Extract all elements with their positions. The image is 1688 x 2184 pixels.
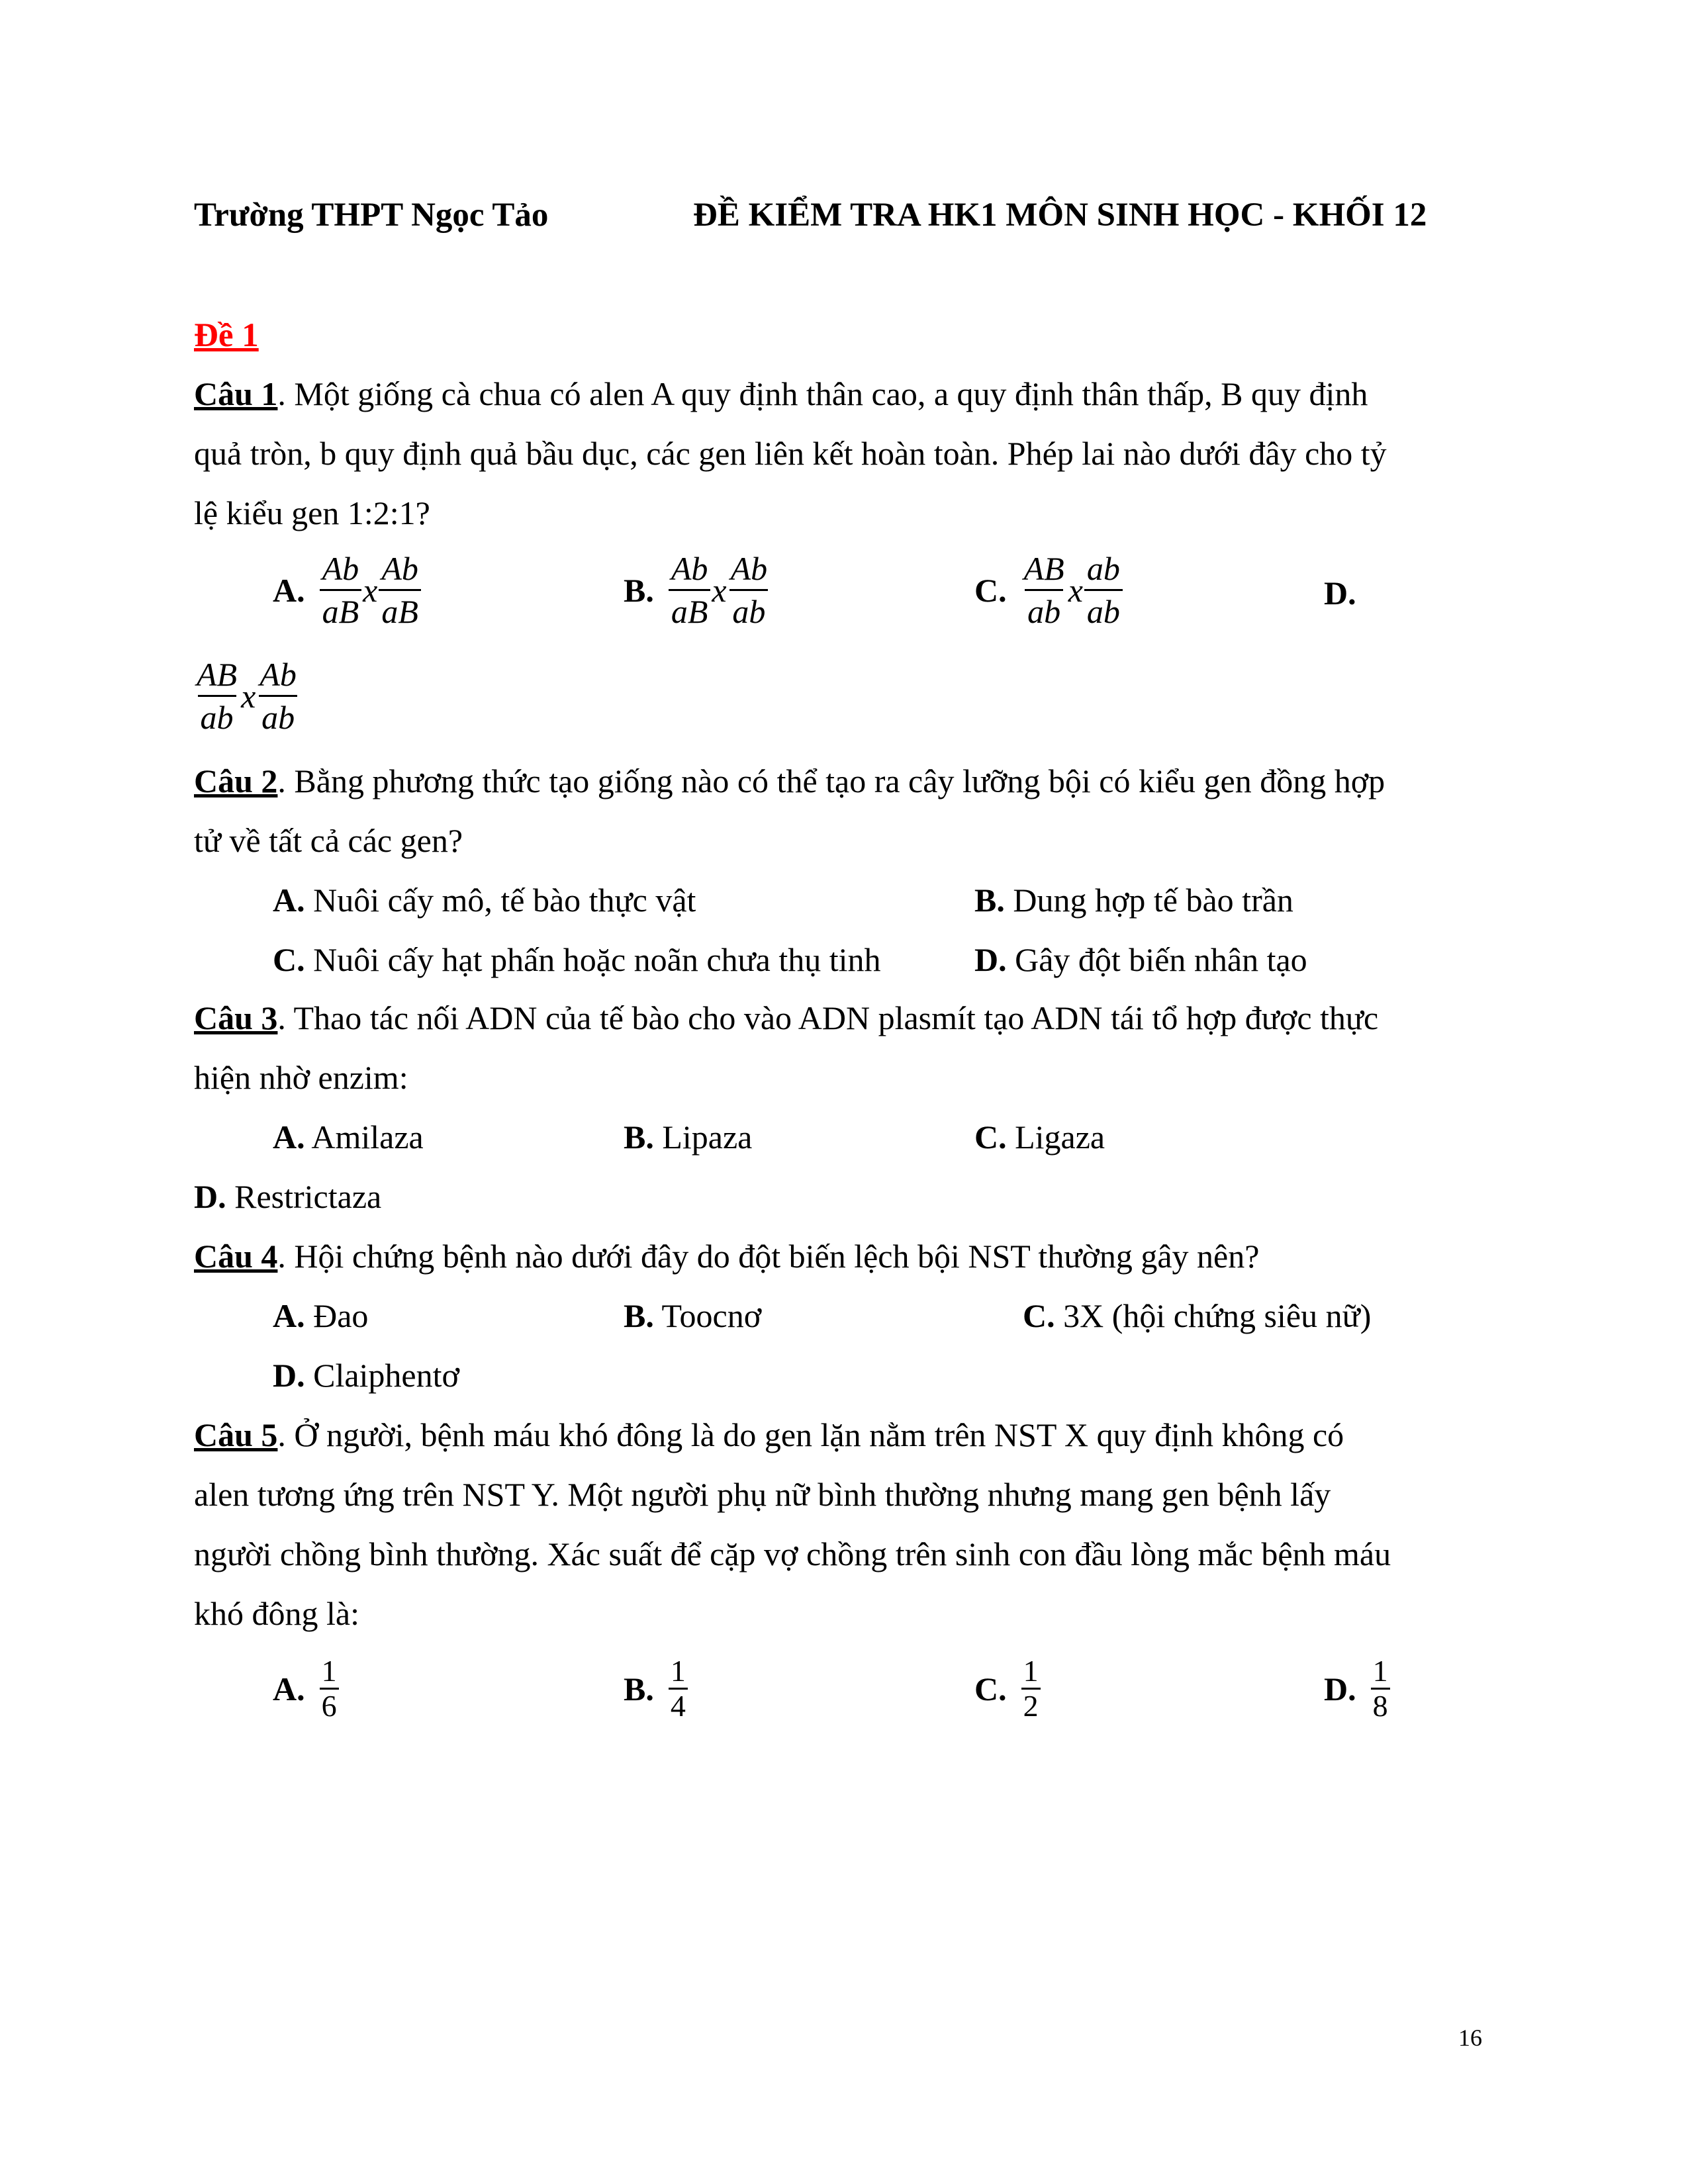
question-1-line-1: Câu 1. Một giống cà chua có alen A quy định thân cao, a quy định thân thấp, B quy định [194, 375, 1368, 412]
question-3-option-c[interactable]: C. Ligaza [974, 1118, 1105, 1156]
genotype-fraction: $\frac{Ab}{aB}$ [669, 548, 711, 632]
question-1-option-b[interactable]: B. $\frac{Ab}{aB}$ x $\frac{Ab}{ab}$ [624, 548, 770, 632]
genotype-fraction: $\frac{ab}{ab}$ [1084, 548, 1123, 632]
question-2-option-d[interactable]: D. Gây đột biến nhân tạo [974, 941, 1307, 978]
question-label: Câu 2 [194, 762, 278, 799]
genotype-fraction: $\frac{AB}{ab}$ [194, 654, 240, 738]
fraction: 1 4 [669, 1655, 688, 1723]
question-5-line-1: Câu 5. Ở người, bệnh máu khó đông là do gen lặn nằm trên NST X quy định không có [194, 1416, 1344, 1453]
question-3-line-2: hiện nhờ enzim: [194, 1059, 408, 1096]
question-1-option-d[interactable]: $\frac{AB}{ab}$ x $\frac{Ab}{ab}$ [194, 654, 299, 738]
question-label: Câu 5 [194, 1416, 278, 1453]
question-2-option-a[interactable]: A. Nuôi cấy mô, tế bào thực vật [273, 882, 696, 919]
question-label: Câu 4 [194, 1238, 278, 1275]
genotype-fraction: $\frac{AB}{ab}$ [1021, 548, 1067, 632]
question-4-option-a[interactable]: A. Đao [273, 1297, 369, 1334]
question-1-line-3: lệ kiểu gen 1:2:1? [194, 494, 430, 531]
question-label: Câu 1 [194, 375, 278, 412]
question-1-option-a[interactable]: A. $\frac{Ab}{aB}$ x $\frac{Ab}{aB}$ [273, 548, 421, 632]
question-2-option-c[interactable]: C. Nuôi cấy hạt phấn hoặc noãn chưa thụ tinh [273, 941, 881, 978]
genotype-fraction: $\frac{Ab}{aB}$ [379, 548, 421, 632]
question-5-line-2: alen tương ứng trên NST Y. Một người phụ nữ bình thường nhưng mang gen bệnh lấy [194, 1476, 1331, 1513]
question-3-line-1: Câu 3. Thao tác nối ADN của tế bào cho vào ADN plasmít tạo ADN tái tổ hợp được thực [194, 999, 1379, 1036]
question-2-line-1: Câu 2. Bằng phương thức tạo giống nào có thể tạo ra cây lưỡng bội có kiểu gen đồng hợp [194, 762, 1385, 799]
question-1-line-2: quả tròn, b quy định quả bầu dục, các gen liên kết hoàn toàn. Phép lai nào dưới đây cho tỷ [194, 435, 1387, 472]
question-5-option-c[interactable]: C. 1 2 [974, 1655, 1041, 1723]
question-4-option-c[interactable]: C. 3X (hội chứng siêu nữ) [1023, 1297, 1372, 1334]
question-5-option-d[interactable]: D. 1 8 [1324, 1655, 1390, 1723]
question-label: Câu 3 [194, 999, 278, 1036]
question-5-option-b[interactable]: B. 1 4 [624, 1655, 688, 1723]
fraction: 1 6 [320, 1655, 339, 1723]
question-3-option-b[interactable]: B. Lipaza [624, 1118, 753, 1156]
question-3-option-a[interactable]: A. Amilaza [273, 1118, 424, 1156]
school-name: Trường THPT Ngọc Tảo [194, 197, 549, 234]
question-1-option-d-letter[interactable]: D. [1324, 574, 1356, 612]
question-2-line-2: tử về tất cả các gen? [194, 822, 463, 859]
genotype-fraction: $\frac{Ab}{aB}$ [320, 548, 362, 632]
question-4-option-d[interactable]: D. Claiphentơ [273, 1357, 459, 1394]
genotype-fraction: $\frac{Ab}{ab}$ [728, 548, 771, 632]
question-2-option-b[interactable]: B. Dung hợp tế bào trần [974, 882, 1293, 919]
fraction: 1 8 [1371, 1655, 1390, 1723]
exam-title: ĐỀ KIỂM TRA HK1 MÔN SINH HỌC - KHỐI 12 [693, 197, 1427, 234]
question-4-option-b[interactable]: B. Toocnơ [624, 1297, 762, 1334]
question-1-option-c[interactable]: C. $\frac{AB}{ab}$ x $\frac{ab}{ab}$ [974, 548, 1123, 632]
question-5-line-4: khó đông là: [194, 1595, 359, 1632]
fraction: 1 2 [1021, 1655, 1041, 1723]
genotype-fraction: $\frac{Ab}{ab}$ [257, 654, 299, 738]
question-4-line-1: Câu 4. Hội chứng bệnh nào dưới đây do đột biến lệch bội NST thường gây nên? [194, 1238, 1260, 1275]
section-title: Đề 1 [194, 317, 259, 354]
question-5-line-3: người chồng bình thường. Xác suất để cặp vợ chồng trên sinh con đầu lòng mắc bệnh máu [194, 1535, 1391, 1572]
question-5-option-a[interactable]: A. 1 6 [273, 1655, 339, 1723]
question-3-option-d[interactable]: D. Restrictaza [194, 1178, 382, 1215]
page-number: 16 [1458, 2025, 1482, 2051]
